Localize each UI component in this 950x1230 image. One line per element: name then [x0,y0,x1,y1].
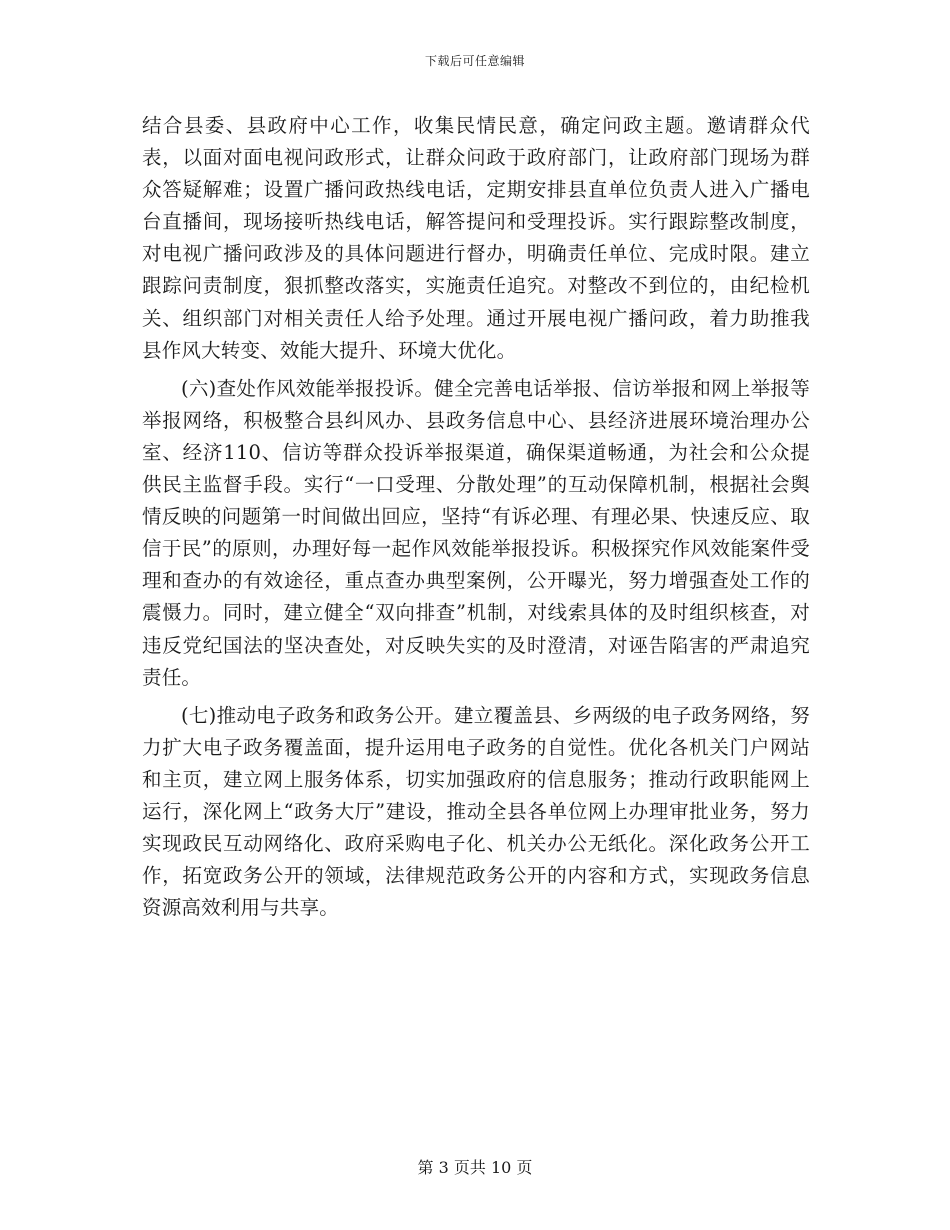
document-body [142,110,810,930]
paragraph-section-6: (六)查处作风效能举报投诉。健全完善电话举报、信访举报和网上举报等举报网络，积极整合县纠风办、县政务信息中心、县经济进展环境治理办公室、经济110、信访等群众投诉举报渠道，确保渠道畅通，为社会和公众提供民主监督手段。实行“一口受理、分散处理”的互动保障机制，根据社会舆情反映的问题第一时间做出回应，坚持“有诉必理、有理必果、快速反应、取信于民”的原则，办理好每一起作风效能举报投诉。积极探究作风效能案件受理和查办的有效途径，重点查办典型案例，公开曝光，努力增强查处工作的震慑力。同时，建立健全“双向排查”机制，对线索具体的及时组织核查，对违反党纪国法的坚决查处，对反映失实的及时澄清，对诬告陷害的严肃追究责任。 [142,376,810,689]
paragraph-section-7: (七)推动电子政务和政务公开。建立覆盖县、乡两级的电子政务网络，努力扩大电子政务覆盖面，提升运用电子政务的自觉性。优化各机关门户网站和主页，建立网上服务体系，切实加强政府的信息服务；推动行政职能网上运行，深化网上“政务大厅”建设，推动全县各单位网上办理审批业务，努力实现政民互动网络化、政府采购电子化、机关办公无纸化。深化政务公开工作，拓宽政务公开的领域，法律规范政务公开的内容和方式，实现政务信息资源高效利用与共享。 [142,703,810,920]
page-header: 下载后可任意编辑 [424,54,525,68]
page-number: 第 3 页共 10 页 [417,1158,533,1177]
paragraph-continuation: 结合县委、县政府中心工作，收集民情民意，确定问政主题。邀请群众代表，以面对面电视问政形式，让群众问政于政府部门，让政府部门现场为群众答疑解难；设置广播问政热线电话，定期安排县直单位负责人进入广播电台直播间，现场接听热线电话，解答提问和受理投诉。实行跟踪整改制度，对电视广播问政涉及的具体问题进行督办，明确责任单位、完成时限。建立跟踪问责制度，狠抓整改落实，实施责任追究。对整改不到位的，由纪检机关、组织部门对相关责任人给予处理。通过开展电视广播问政，着力助推我县作风大转变、效能大提升、环境大优化。 [142,114,810,362]
